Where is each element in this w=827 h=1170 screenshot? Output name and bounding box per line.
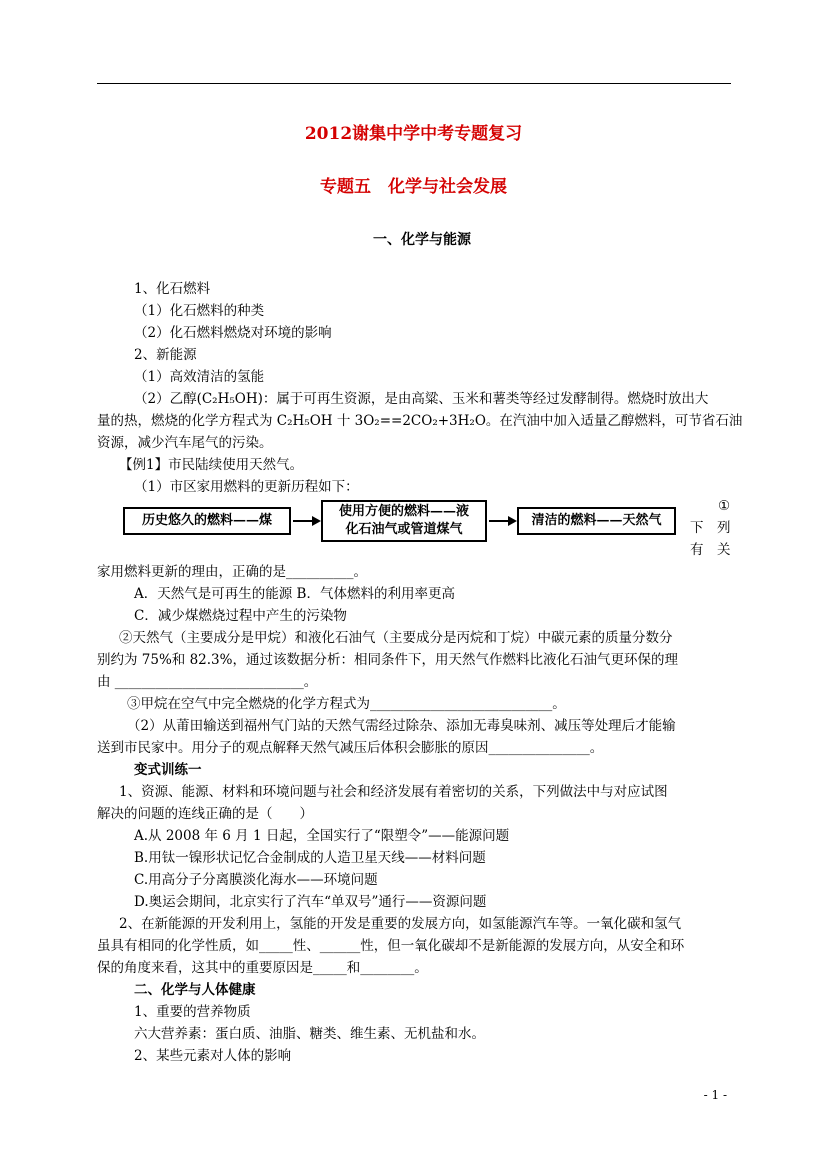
page-number: - 1 - — [703, 1088, 727, 1102]
line: （2）化石燃料燃烧对环境的影响 — [134, 325, 332, 341]
line: 虽具有相同的化学性质，如_____性、______性，但一氧化碳却不是新能源的发展方向，从安全和环 — [97, 938, 685, 954]
line: 资源，减少汽车尾气的污染。 — [97, 435, 273, 451]
option-c: C.用高分子分离膜淡化海水——环境问题 — [134, 872, 378, 888]
section1-heading: 一、化学与能源 — [373, 232, 471, 248]
line: 六大营养素：蛋白质、油脂、糖类、维生素、无机盐和水。 — [134, 1026, 485, 1042]
option-a: A.从 2008 年 6 月 1 日起，全国实行了“限塑令”——能源问题 — [134, 828, 510, 844]
line: 1、重要的营养物质 — [134, 1004, 251, 1020]
line: （1）高效清洁的氢能 — [134, 369, 265, 385]
header-rule — [97, 83, 731, 84]
option-b: B.用钛一镍形状记忆合金制成的人造卫星天线——材料问题 — [134, 850, 486, 866]
line: （2）从莆田输送到福州气门站的天然气需经过除杂、添加无毒臭味剂、减压等处理后才能输 — [127, 718, 676, 734]
flow-box-natural-gas: 清洁的燃料——天然气 — [517, 507, 676, 535]
line: 由 ____________________________。 — [97, 674, 318, 690]
flow-box-lpg-line2: 化石油气或管道煤气 — [345, 522, 463, 537]
line: ③甲烷在空气中完全燃烧的化学方程式为___________________________。 — [127, 696, 566, 712]
line: A．天然气是可再生的能源 B．气体燃料的利用率更高 — [134, 586, 455, 602]
line: 有 关 — [690, 542, 731, 558]
line: 下 列 — [690, 520, 731, 536]
option-d: D.奥运会期间，北京实行了汽车“单双号”通行——资源问题 — [134, 894, 487, 910]
line: ②天然气（主要成分是甲烷）和液化石油气（主要成分是丙烷和丁烷）中碳元素的质量分数分 — [119, 630, 673, 646]
flow-box-lpg-line1: 使用方便的燃料——液 — [338, 504, 469, 519]
example-heading: 【例1】市民陆续使用天然气。 — [119, 457, 304, 473]
line: （1）市区家用燃料的更新历程如下： — [134, 479, 359, 495]
line: 2、在新能源的开发利用上，氢能的开发是重要的发展方向，如氢能源汽车等。一氧化碳和氢气 — [119, 916, 682, 932]
line: 送到市民家中。用分子的观点解释天然气减压后体积会膨胀的原因_______________。 — [97, 740, 604, 756]
flow-arrow — [489, 520, 509, 522]
section2-heading: 二、化学与人体健康 — [134, 982, 256, 998]
topic-title: 专题五 化学与社会发展 — [320, 177, 507, 197]
line: 量的热，燃烧的化学方程式为 C₂H₅OH 十 3O₂==2CO₂+3H₂O。在汽油中加入适量乙醇燃料，可节省石油 — [97, 413, 743, 429]
line: ① — [718, 498, 731, 514]
line: 2、新能源 — [134, 347, 197, 363]
line: 保的角度来看，这其中的重要原因是_____和________。 — [97, 960, 428, 976]
line: 2、某些元素对人体的影响 — [134, 1048, 292, 1064]
line: 家用燃料更新的理由，正确的是__________。 — [97, 564, 367, 580]
line: 1、资源、能源、材料和环境问题与社会和经济发展有着密切的关系，下列做法中与对应试图 — [119, 784, 668, 800]
flow-box-coal: 历史悠久的燃料——煤 — [123, 507, 291, 535]
line: 1、化石燃料 — [134, 281, 211, 297]
line: （2）乙醇(C₂H₅OH)：属于可再生资源，是由高粱、玉米和薯类等经过发酵制得。燃烧时放出大 — [134, 391, 709, 407]
line: 解决的问题的连线正确的是（ ） — [97, 806, 313, 822]
line: 别约为 75%和 82.3%，通过该数据分析：相同条件下，用天然气作燃料比液化石油气更环保的理 — [97, 652, 678, 668]
line: C．减少煤燃烧过程中产生的污染物 — [134, 608, 347, 624]
practice-heading: 变式训练一 — [134, 762, 202, 778]
flow-arrow — [293, 520, 313, 522]
flow-box-lpg — [321, 500, 487, 542]
document-title: 2012谢集中学中考专题复习 — [304, 124, 523, 144]
line: （1）化石燃料的种类 — [134, 303, 265, 319]
